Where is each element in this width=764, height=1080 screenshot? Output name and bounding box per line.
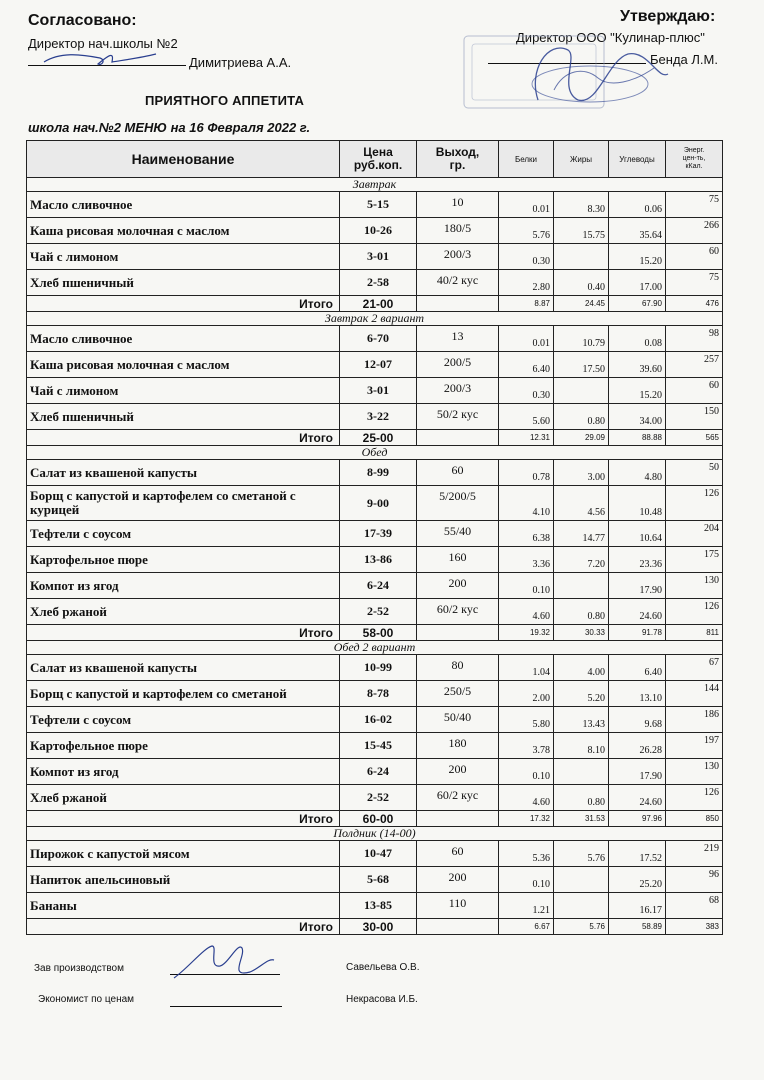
total-label: Итого [27,919,340,935]
total-energy: 565 [666,430,723,446]
dish-energy: 67 [666,655,723,681]
dish-energy: 68 [666,893,723,919]
dish-output: 60 [417,460,499,486]
dish-name: Борщ с капустой и картофелем со сметаной с курицей [27,486,340,521]
dish-energy: 266 [666,218,723,244]
total-price: 21-00 [340,296,417,312]
dish-price: 3-22 [340,404,417,430]
dish-protein: 0.01 [499,326,554,352]
dish-price: 10-99 [340,655,417,681]
total-label: Итого [27,811,340,827]
table-row [27,547,723,573]
dish-output: 160 [417,547,499,573]
table-row [27,733,723,759]
dish-output: 200 [417,867,499,893]
dish-energy: 98 [666,326,723,352]
dish-carbs: 39.60 [609,352,666,378]
column-header-price [340,141,417,178]
total-protein: 6.67 [499,919,554,935]
total-price: 60-00 [340,811,417,827]
dish-name: Напиток апельсиновый [27,867,340,893]
confirm-name: Бенда Л.М. [650,52,718,67]
column-header-energy [666,141,723,178]
total-output-empty [417,811,499,827]
dish-output: 200 [417,573,499,599]
total-label: Итого [27,625,340,641]
footer-role-production: Зав производством [34,963,124,974]
total-carbs: 91.78 [609,625,666,641]
total-carbs: 58.89 [609,919,666,935]
dish-carbs: 35.64 [609,218,666,244]
dish-energy: 50 [666,460,723,486]
dish-name: Компот из ягод [27,573,340,599]
dish-fat: 3.00 [554,460,609,486]
dish-protein: 0.78 [499,460,554,486]
dish-carbs: 17.00 [609,270,666,296]
dish-energy: 60 [666,244,723,270]
dish-protein: 4.60 [499,599,554,625]
dish-energy: 144 [666,681,723,707]
dish-fat [554,244,609,270]
section-title: Полдник (14-00) [27,827,723,841]
section-row [27,178,723,192]
dish-protein: 1.04 [499,655,554,681]
dish-energy: 96 [666,867,723,893]
footer-role-economist: Экономист по ценам [38,994,135,1005]
column-header-output [417,141,499,178]
total-fat: 31.53 [554,811,609,827]
dish-output: 40/2 кус [417,270,499,296]
dish-carbs: 25.20 [609,867,666,893]
total-energy: 850 [666,811,723,827]
dish-fat: 0.80 [554,404,609,430]
dish-price: 8-99 [340,460,417,486]
table-row [27,352,723,378]
dish-name: Хлеб пшеничный [27,270,340,296]
dish-name: Масло сливочное [27,192,340,218]
total-protein: 19.32 [499,625,554,641]
dish-fat: 5.20 [554,681,609,707]
dish-output: 10 [417,192,499,218]
dish-protein: 0.10 [499,867,554,893]
total-output-empty [417,296,499,312]
dish-energy: 130 [666,759,723,785]
dish-fat: 4.00 [554,655,609,681]
dish-output: 60/2 кус [417,599,499,625]
section-row [27,312,723,326]
dish-energy: 204 [666,521,723,547]
table-row [27,893,723,919]
column-header-fat: Жиры [554,141,609,178]
dish-price: 3-01 [340,244,417,270]
dish-output: 250/5 [417,681,499,707]
total-energy: 811 [666,625,723,641]
section-row [27,641,723,655]
column-header-output-line1: Выход, [435,145,480,159]
dish-carbs: 24.60 [609,785,666,811]
dish-price: 5-15 [340,192,417,218]
dish-fat: 4.56 [554,486,609,521]
total-row [27,296,723,312]
dish-fat [554,867,609,893]
dish-name: Салат из квашеной капусты [27,655,340,681]
table-row [27,404,723,430]
dish-name: Каша рисовая молочная с маслом [27,218,340,244]
table-row [27,841,723,867]
dish-carbs: 34.00 [609,404,666,430]
dish-protein: 3.36 [499,547,554,573]
table-row [27,759,723,785]
total-protein: 12.31 [499,430,554,446]
dish-energy: 60 [666,378,723,404]
dish-energy: 130 [666,573,723,599]
table-row [27,707,723,733]
dish-energy: 126 [666,785,723,811]
dish-price: 3-01 [340,378,417,404]
dish-price: 6-24 [340,573,417,599]
dish-energy: 126 [666,599,723,625]
total-output-empty [417,625,499,641]
dish-name: Пирожок с капустой мясом [27,841,340,867]
dish-protein: 3.78 [499,733,554,759]
table-row [27,785,723,811]
dish-energy: 75 [666,270,723,296]
total-label: Итого [27,296,340,312]
approved-role: Директор нач.школы №2 [28,36,178,51]
total-energy: 476 [666,296,723,312]
total-fat: 30.33 [554,625,609,641]
dish-carbs: 0.06 [609,192,666,218]
dish-name: Чай с лимоном [27,378,340,404]
table-row [27,867,723,893]
dish-protein: 0.30 [499,244,554,270]
dish-protein: 5.36 [499,841,554,867]
total-fat: 5.76 [554,919,609,935]
dish-price: 2-52 [340,599,417,625]
dish-protein: 1.21 [499,893,554,919]
menu-subtitle: школа нач.№2 МЕНЮ на 16 Февраля 2022 г. [28,120,311,135]
table-row [27,681,723,707]
menu-title: ПРИЯТНОГО АППЕТИТА [145,93,305,108]
total-output-empty [417,430,499,446]
dish-price: 9-00 [340,486,417,521]
dish-protein: 2.00 [499,681,554,707]
menu-body [27,178,723,935]
section-title: Обед [27,446,723,460]
dish-output: 200/3 [417,244,499,270]
dish-carbs: 17.90 [609,759,666,785]
dish-carbs: 4.80 [609,460,666,486]
dish-energy: 126 [666,486,723,521]
dish-carbs: 10.64 [609,521,666,547]
dish-output: 200/3 [417,378,499,404]
dish-output: 180 [417,733,499,759]
dish-price: 10-47 [340,841,417,867]
dish-price: 2-58 [340,270,417,296]
total-row [27,919,723,935]
dish-output: 50/2 кус [417,404,499,430]
footer-signature-1 [168,938,278,988]
column-header-price-line2: руб.коп. [353,158,403,172]
dish-name: Тефтели с соусом [27,707,340,733]
dish-energy: 257 [666,352,723,378]
dish-fat: 17.50 [554,352,609,378]
dish-carbs: 15.20 [609,378,666,404]
dish-fat: 0.40 [554,270,609,296]
dish-protein: 5.80 [499,707,554,733]
dish-name: Картофельное пюре [27,547,340,573]
dish-energy: 197 [666,733,723,759]
approved-name: Димитриева А.А. [189,55,292,70]
dish-price: 8-78 [340,681,417,707]
column-header-energy-line3: кКал. [685,163,703,170]
dish-output: 110 [417,893,499,919]
dish-name: Чай с лимоном [27,244,340,270]
menu-table [26,140,723,935]
dish-carbs: 6.40 [609,655,666,681]
dish-name: Хлеб ржаной [27,599,340,625]
total-row [27,811,723,827]
dish-protein: 5.60 [499,404,554,430]
total-output-empty [417,919,499,935]
dish-carbs: 9.68 [609,707,666,733]
dish-output: 50/40 [417,707,499,733]
dish-protein: 4.10 [499,486,554,521]
dish-fat [554,573,609,599]
footer-name-economist: Некрасова И.Б. [346,994,418,1005]
dish-protein: 6.40 [499,352,554,378]
dish-name: Хлеб ржаной [27,785,340,811]
dish-protein: 4.60 [499,785,554,811]
dish-output: 13 [417,326,499,352]
dish-carbs: 26.28 [609,733,666,759]
dish-price: 6-70 [340,326,417,352]
confirm-title: Утверждаю: [620,8,716,25]
column-header-carbs: Углеводы [609,141,666,178]
total-label: Итого [27,430,340,446]
total-row [27,625,723,641]
dish-fat: 7.20 [554,547,609,573]
dish-carbs: 15.20 [609,244,666,270]
total-row [27,430,723,446]
dish-name: Салат из квашеной капусты [27,460,340,486]
dish-output: 180/5 [417,218,499,244]
dish-carbs: 23.36 [609,547,666,573]
dish-output: 55/40 [417,521,499,547]
dish-price: 12-07 [340,352,417,378]
total-energy: 383 [666,919,723,935]
dish-name: Хлеб пшеничный [27,404,340,430]
dish-carbs: 17.52 [609,841,666,867]
table-row [27,270,723,296]
total-price: 25-00 [340,430,417,446]
table-row [27,326,723,352]
dish-fat: 10.79 [554,326,609,352]
column-header-energy-line1: Энерг. [683,147,705,154]
table-row [27,244,723,270]
dish-fat: 15.75 [554,218,609,244]
dish-energy: 219 [666,841,723,867]
dish-energy: 175 [666,547,723,573]
dish-protein: 0.10 [499,573,554,599]
dish-name: Компот из ягод [27,759,340,785]
dish-carbs: 13.10 [609,681,666,707]
dish-price: 16-02 [340,707,417,733]
section-title: Завтрак 2 вариант [27,312,723,326]
dish-protein: 0.01 [499,192,554,218]
dish-fat: 0.80 [554,785,609,811]
table-row [27,192,723,218]
dish-carbs: 10.48 [609,486,666,521]
dish-name: Тефтели с соусом [27,521,340,547]
dish-price: 5-68 [340,867,417,893]
dish-output: 5/200/5 [417,486,499,521]
dish-fat: 13.43 [554,707,609,733]
dish-price: 13-85 [340,893,417,919]
dish-protein: 2.80 [499,270,554,296]
total-price: 30-00 [340,919,417,935]
dish-energy: 150 [666,404,723,430]
footer-signature-line-2 [170,994,282,1007]
table-row [27,378,723,404]
dish-name: Масло сливочное [27,326,340,352]
dish-price: 17-39 [340,521,417,547]
total-protein: 17.32 [499,811,554,827]
table-row [27,599,723,625]
dish-fat: 8.10 [554,733,609,759]
dish-fat [554,378,609,404]
dish-name: Борщ с капустой и картофелем со сметаной [27,681,340,707]
dish-output: 200 [417,759,499,785]
dish-name: Картофельное пюре [27,733,340,759]
column-header-energy-line2: цен-ть, [682,155,706,162]
table-row [27,521,723,547]
dish-protein: 0.30 [499,378,554,404]
table-row [27,655,723,681]
dish-carbs: 0.08 [609,326,666,352]
section-row [27,446,723,460]
total-price: 58-00 [340,625,417,641]
dish-carbs: 17.90 [609,573,666,599]
total-carbs: 67.90 [609,296,666,312]
dish-energy: 75 [666,192,723,218]
total-protein: 8.87 [499,296,554,312]
table-row [27,218,723,244]
section-title: Завтрак [27,178,723,192]
dish-fat: 8.30 [554,192,609,218]
dish-fat [554,759,609,785]
dish-energy: 186 [666,707,723,733]
column-header-protein: Белки [499,141,554,178]
table-row [27,460,723,486]
dish-fat: 5.76 [554,841,609,867]
confirm-role: Директор ООО "Кулинар-плюс" [516,30,705,45]
total-carbs: 97.96 [609,811,666,827]
footer-name-production: Савельева О.В. [346,962,420,973]
dish-price: 6-24 [340,759,417,785]
column-header-price-line1: Цена [363,145,393,159]
section-title: Обед 2 вариант [27,641,723,655]
dish-price: 2-52 [340,785,417,811]
dish-price: 13-86 [340,547,417,573]
table-row [27,573,723,599]
dish-carbs: 16.17 [609,893,666,919]
dish-protein: 0.10 [499,759,554,785]
dish-output: 60/2 кус [417,785,499,811]
column-header-output-line2: гр. [449,158,466,172]
section-row [27,827,723,841]
dish-protein: 6.38 [499,521,554,547]
total-fat: 24.45 [554,296,609,312]
dish-fat [554,893,609,919]
dish-name: Бананы [27,893,340,919]
dish-output: 200/5 [417,352,499,378]
total-fat: 29.09 [554,430,609,446]
dish-price: 15-45 [340,733,417,759]
dish-protein: 5.76 [499,218,554,244]
dish-output: 80 [417,655,499,681]
dish-carbs: 24.60 [609,599,666,625]
dish-output: 60 [417,841,499,867]
company-stamp [458,30,688,122]
dish-price: 10-26 [340,218,417,244]
dish-name: Каша рисовая молочная с маслом [27,352,340,378]
approved-title: Согласовано: [28,12,137,29]
table-row [27,486,723,521]
dish-fat: 14.77 [554,521,609,547]
dish-fat: 0.80 [554,599,609,625]
table-header-row [27,141,723,178]
column-header-name: Наименование [27,141,340,178]
total-carbs: 88.88 [609,430,666,446]
approved-signature [40,48,160,70]
